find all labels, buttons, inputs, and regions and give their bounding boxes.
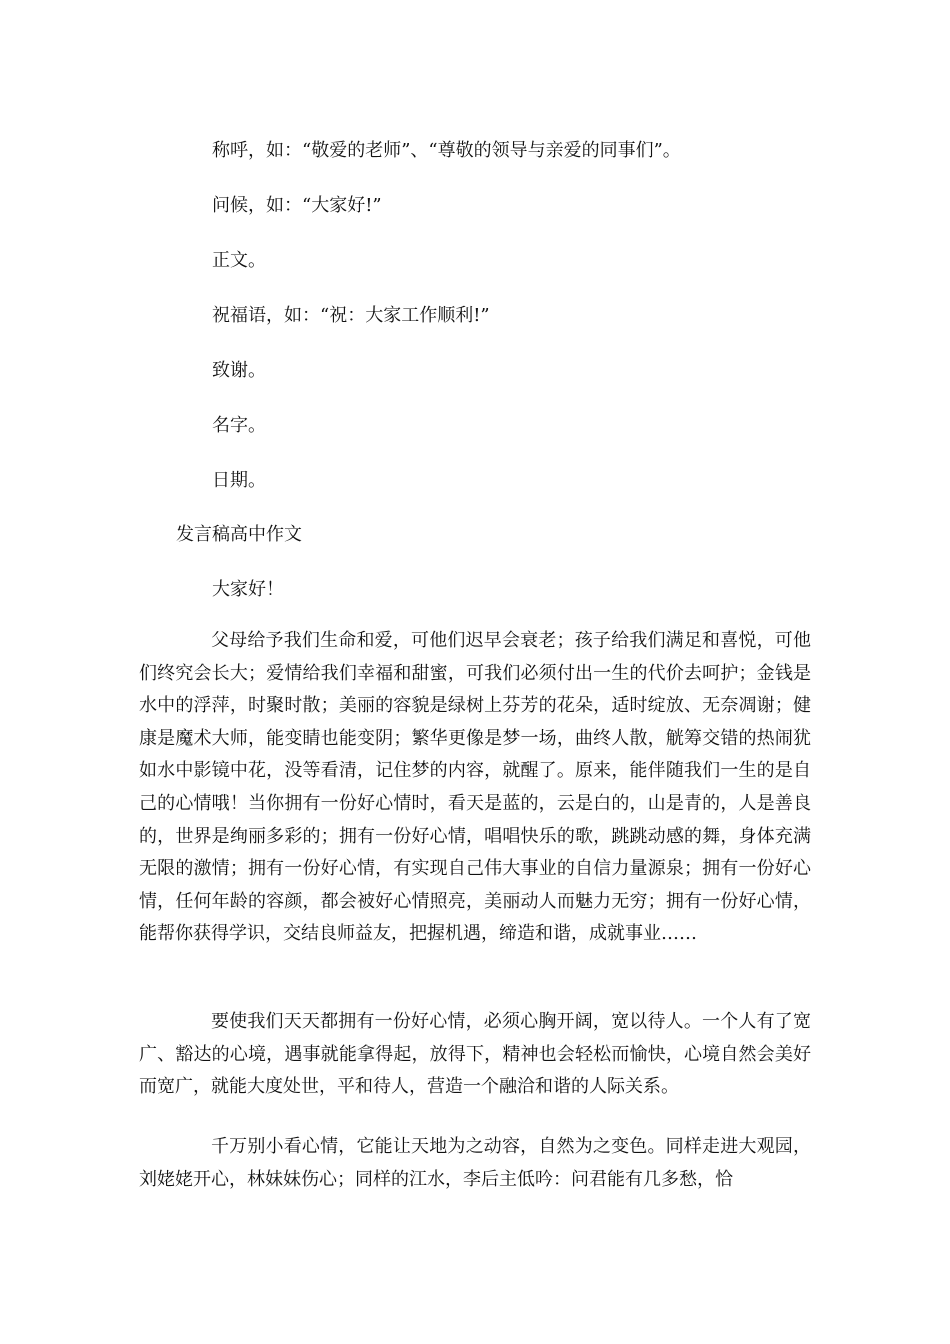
format-item-thanks: 致谢。 — [212, 360, 266, 381]
format-item-date: 日期。 — [212, 470, 266, 491]
essay-paragraph-1: 父母给予我们生命和爱，可他们迟早会衰老；孩子给我们满足和喜悦，可他们终究会长大；爱情给我们幸福和甜蜜，可我们必须付出一生的代价去呵护；金钱是水中的浮萍，时聚时散；美丽的容貌是绿树上芬芳的花朵，适时绽放、无奈凋谢；健康是魔术大师，能变睛也能变阴；繁华更像是梦一场，曲终人散，觥筹交错的热闹犹如水中影镜中花，没等看清，记住梦的内容，就醒了。原来，能伴随我们一生的是自己的心情哦！当你拥有一份好心情时，看天是蓝的，云是白的，山是青的，人是善良的，世界是绚丽多彩的；拥有一份好心情，唱唱快乐的歌，跳跳动感的舞，身体充满无限的激情；拥有一份好心情，有实现自己伟大事业的自信力量源泉；拥有一份好心情，任何年龄的容颜，都会被好心情照亮，美丽动人而魅力无穷；拥有一份好心情，能帮你获得学识，交结良师益友，把握机遇，缔造和谐，成就事业…… — [139, 630, 811, 945]
format-item-blessing: 祝福语，如：“祝：大家工作顺利!” — [212, 305, 490, 326]
format-item-greeting: 问候，如：“大家好!” — [212, 195, 382, 216]
format-item-salutation: 称呼，如：“敬爱的老师”、“尊敬的领导与亲爱的同事们”。 — [212, 140, 681, 161]
essay-heading: 发言稿高中作文 — [176, 524, 302, 545]
essay-paragraph-2: 要使我们天天都拥有一份好心情，必须心胸开阔，宽以待人。一个人有了宽广、豁达的心境，遇事就能拿得起，放得下，精神也会轻松而愉快，心境自然会美好而宽广，就能大度处世，平和待人，营造一个融洽和谐的人际关系。 — [139, 1011, 811, 1098]
essay-greeting: 大家好！ — [212, 579, 284, 600]
essay-paragraph-3: 千万别小看心情，它能让天地为之动容，自然为之变色。同样走进大观园，刘姥姥开心，林妹妹伤心；同样的江水，李后主低吟：问君能有几多愁，恰 — [139, 1136, 811, 1190]
format-item-name: 名字。 — [212, 415, 266, 436]
format-item-body: 正文。 — [212, 250, 266, 271]
